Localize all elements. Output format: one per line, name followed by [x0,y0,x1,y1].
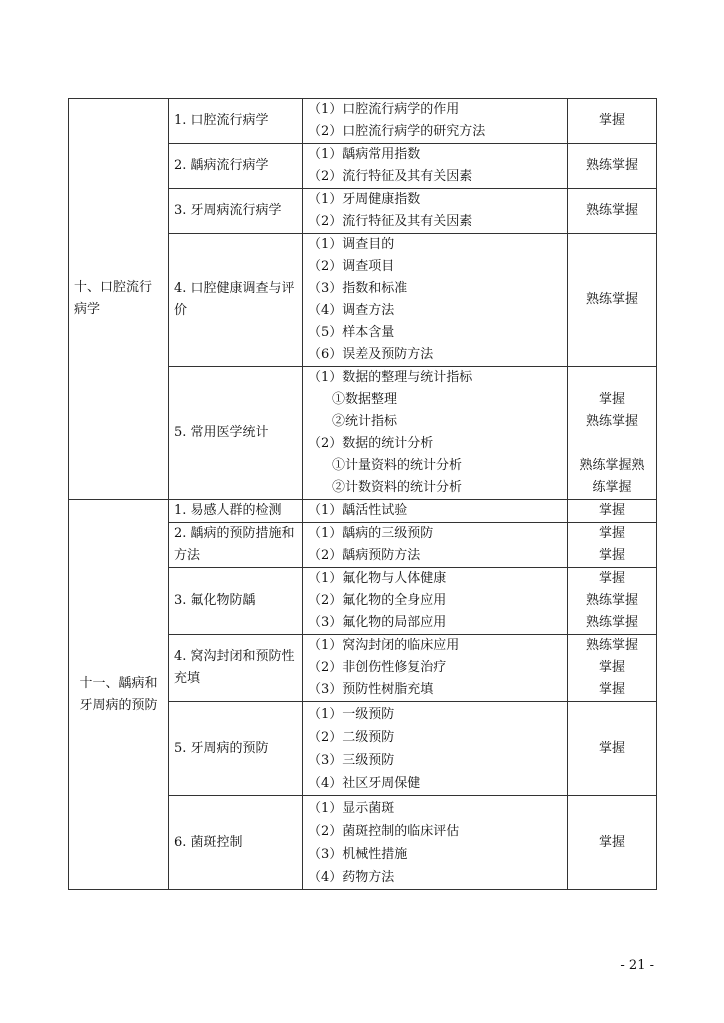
requirement-label: 熟练掌握 [585,615,638,630]
requirement-label: 掌握 [598,526,625,541]
items-cell [303,635,568,702]
list-item: （1）龋病常用指数 [308,147,421,162]
items-cell [303,796,568,890]
topic-cell: 4. 窝沟封闭和预防性充填 [169,635,303,702]
list-item: （5）样本含量 [308,325,395,340]
requirement-cell [568,568,657,635]
page-number: - 21 - [620,958,654,973]
topic-cell: 3. 牙周病流行病学 [169,189,303,234]
list-item: （1）龋病的三级预防 [308,526,434,541]
list-item: （3）机械性措施 [308,846,408,862]
list-item: （2）二级预防 [308,729,395,745]
list-item: （4）社区牙周保健 [308,775,421,791]
requirement-label: 熟练掌握 [585,593,638,608]
list-item: （1）窝沟封闭的临床应用 [308,638,460,653]
list-item: （1）牙周健康指数 [308,192,421,207]
topic-cell: 3. 氟化物防龋 [169,568,303,635]
topic-cell: 4. 口腔健康调查与评价 [169,234,303,367]
list-item: （2）口腔流行病学的研究方法 [308,124,486,139]
requirement-cell [568,367,657,500]
items-cell [303,144,568,189]
items-cell [303,189,568,234]
requirement-label: 掌握 [598,571,625,586]
list-item: （4）药物方法 [308,869,395,885]
list-item: （3）三级预防 [308,752,395,768]
list-item: （6）误差及预防方法 [308,347,434,362]
syllabus-table [68,98,657,890]
list-item: （1）氟化物与人体健康 [308,571,447,586]
requirement-label: 掌握 [598,660,625,675]
list-item: （2）龋病预防方法 [308,548,421,563]
table-row [69,99,657,144]
requirement-cell: 熟练掌握 [568,144,657,189]
list-item: （3）氟化物的局部应用 [308,615,447,630]
requirement-cell [568,635,657,702]
requirement-cell: 熟练掌握 [568,234,657,367]
list-item: （1）一级预防 [308,706,395,722]
requirement-cell [568,523,657,568]
requirement-cell: 掌握 [568,796,657,890]
list-item: （1）数据的整理与统计指标 [308,370,473,385]
topic-cell: 1. 口腔流行病学 [169,99,303,144]
topic-cell: 2. 龋病的预防措施和方法 [169,523,303,568]
topic-cell: 2. 龋病流行病学 [169,144,303,189]
requirement-label: 熟练掌握 [585,414,638,429]
list-item: ②计数资料的统计分析 [332,480,463,495]
list-item: （3）预防性树脂充填 [308,682,434,697]
items-cell [303,234,568,367]
topic-cell: 6. 菌斑控制 [169,796,303,890]
requirement-label: 熟练掌握熟 [579,458,645,473]
list-item: （4）调查方法 [308,303,395,318]
items-cell [303,702,568,796]
requirement-cell: 掌握 [568,500,657,523]
requirement-cell: 掌握 [568,702,657,796]
unit-cell: 十、口腔流行病学 [69,99,169,500]
list-item: （2）调查项目 [308,259,395,274]
topic-cell: 1. 易感人群的检测 [169,500,303,523]
items-cell [303,99,568,144]
list-item: ②统计指标 [332,414,398,429]
items-cell [303,500,568,523]
items-cell [303,367,568,500]
requirement-cell: 熟练掌握 [568,189,657,234]
topic-cell: 5. 牙周病的预防 [169,702,303,796]
list-item: （2）非创伤性修复治疗 [308,660,447,675]
list-item: （1）口腔流行病学的作用 [308,102,460,117]
requirement-label: 练掌握 [592,480,632,495]
list-item: （1）龋活性试验 [308,503,408,518]
list-item: （2）流行特征及其有关因素 [308,214,473,229]
topic-cell: 5. 常用医学统计 [169,367,303,500]
unit-cell: 十一、龋病和牙周病的预防 [69,500,169,890]
list-item: （2）数据的统计分析 [308,436,434,451]
list-item: （1）显示菌斑 [308,800,395,816]
list-item: （3）指数和标准 [308,281,408,296]
requirement-label: 掌握 [598,392,625,407]
requirement-label: 掌握 [598,682,625,697]
list-item: （1）调查目的 [308,237,395,252]
requirement-label: 掌握 [598,548,625,563]
list-item: （2）氟化物的全身应用 [308,593,447,608]
list-item: （2）菌斑控制的临床评估 [308,823,460,839]
list-item: ①数据整理 [332,392,398,407]
requirement-cell: 掌握 [568,99,657,144]
items-cell [303,523,568,568]
list-item: ①计量资料的统计分析 [332,458,463,473]
list-item: （2）流行特征及其有关因素 [308,169,473,184]
requirement-label: 熟练掌握 [585,638,638,653]
table-row [69,500,657,523]
items-cell [303,568,568,635]
